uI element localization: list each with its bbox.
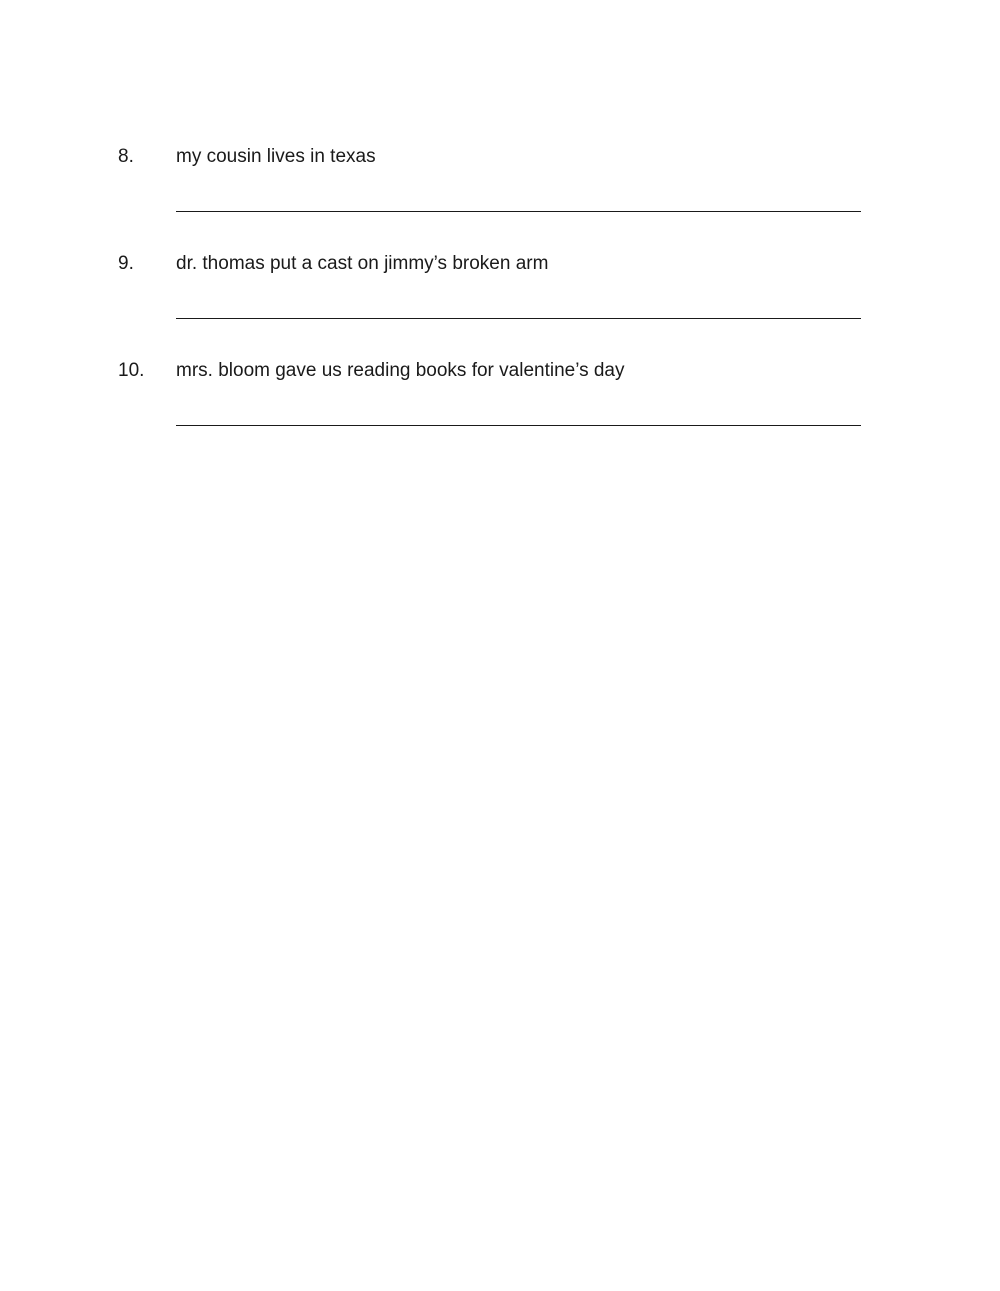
answer-line[interactable] xyxy=(176,318,861,319)
question-item xyxy=(0,359,1000,459)
question-item xyxy=(0,252,1000,352)
question-number: 8. xyxy=(118,146,134,167)
answer-line[interactable] xyxy=(176,425,861,426)
question-number: 10. xyxy=(118,360,145,381)
answer-line[interactable] xyxy=(176,211,861,212)
question-text: mrs. bloom gave us reading books for valentine’s day xyxy=(176,360,625,381)
question-item xyxy=(0,145,1000,245)
question-number: 9. xyxy=(118,253,134,274)
question-text: my cousin lives in texas xyxy=(176,146,376,167)
question-text: dr. thomas put a cast on jimmy’s broken arm xyxy=(176,253,549,274)
